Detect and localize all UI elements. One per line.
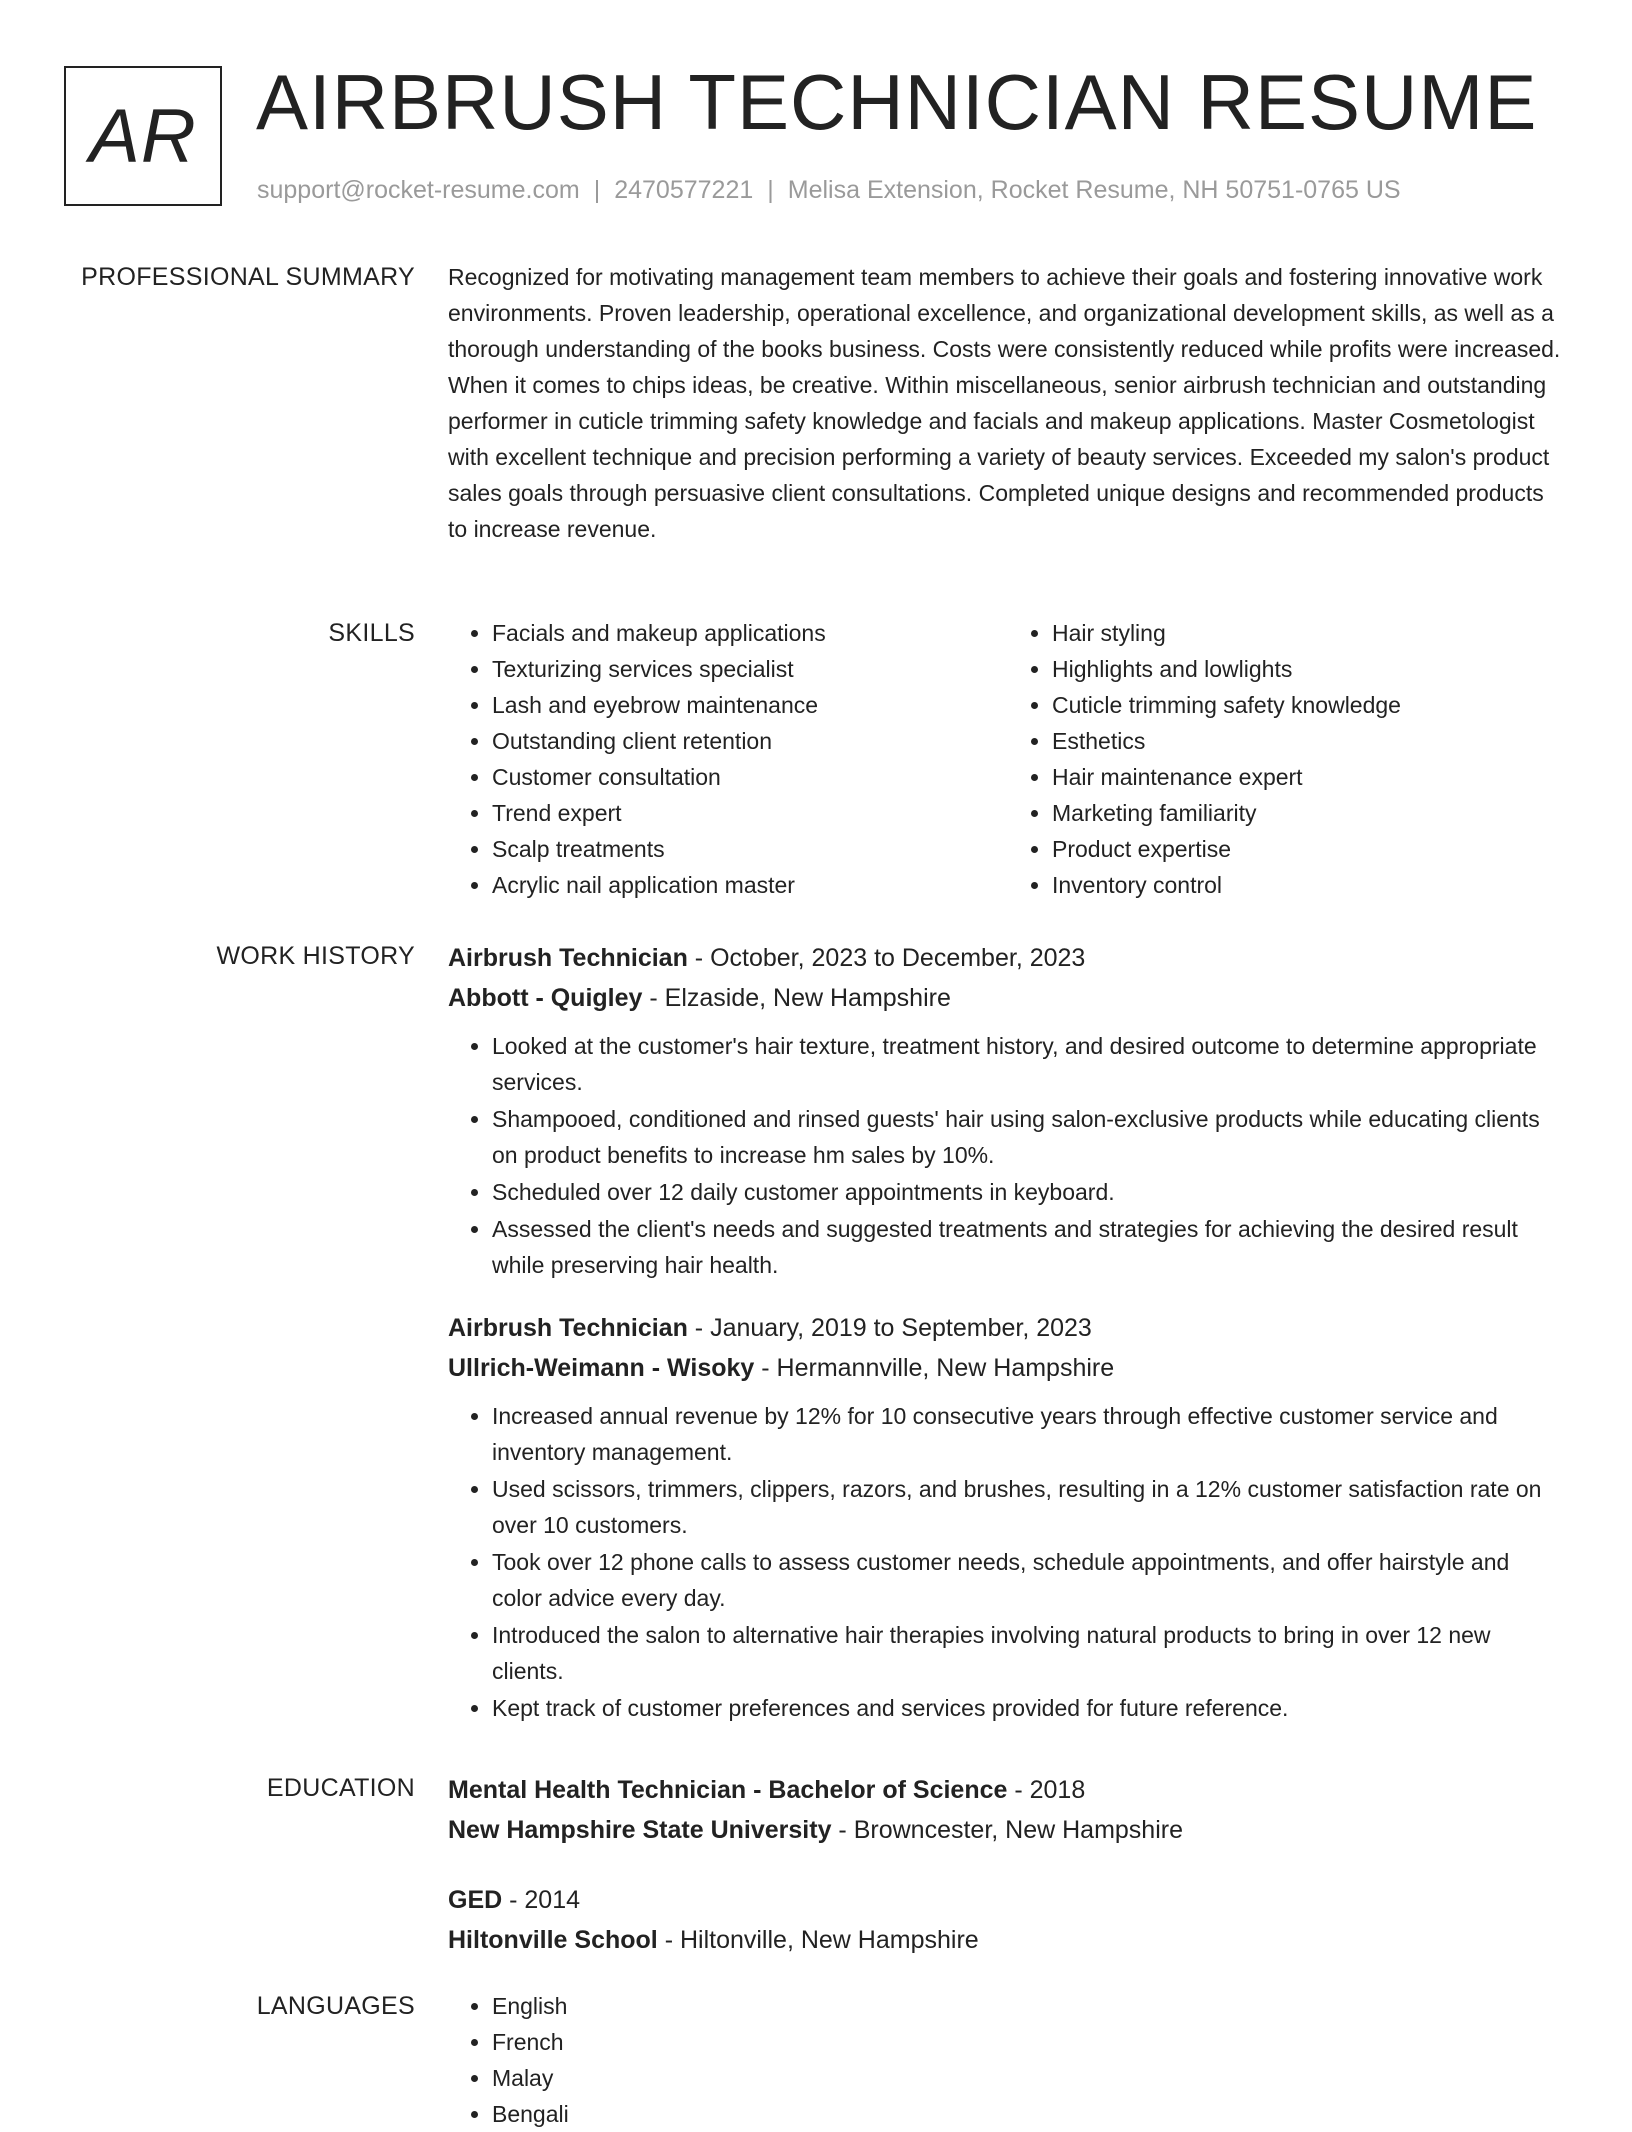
job-location: - Elzaside, New Hampshire [642,984,951,1012]
languages-list [448,1988,1568,2132]
skill-item: • Hair maintenance expert [1052,759,1568,795]
contact-address: Melisa Extension, Rocket Resume, NH 50751-0765 US [787,176,1401,204]
degree: GED [448,1886,503,1914]
job-bullets [448,1028,1558,1283]
job-bullets [448,1398,1558,1726]
job-title: Airbrush Technician [448,1314,688,1342]
contact-separator: | [767,176,774,204]
school-location: - Browncester, New Hampshire [831,1816,1183,1844]
job-bullet: • Looked at the customer's hair texture, treatment history, and desired outcome to determine appropriate services. [492,1028,1558,1100]
job-bullet: • Used scissors, trimmers, clippers, razors, and brushes, resulting in a 12% customer satisfaction rate on over 10 customers. [492,1471,1558,1543]
section-label: SKILLS [328,619,415,647]
job-title: Airbrush Technician [448,944,688,972]
degree-line [448,1880,1568,1920]
skill-item: • Product expertise [1052,831,1568,867]
school-line [448,1920,1568,1960]
job-bullet: • Increased annual revenue by 12% for 10 consecutive years through effective customer service and inventory management. [492,1398,1558,1470]
job-dates: - January, 2019 to September, 2023 [687,1314,1092,1342]
summary-text: Recognized for motivating management team members to achieve their goals and fostering innovative work environments. Proven leadership, operational excellence, and organizational development skills, as well as a thorough understanding of the books business. Costs were consistently reduced while profits were increased. When it comes to chips ideas, be creative. Within miscellaneous, senior airbrush technician and outstanding performer in cuticle trimming safety knowledge and facials and makeup applications. Master Cosmetologist with excellent technique and precision performing a variety of beauty services. Exceeded my salon's product sales goals through persuasive client consultations. Completed unique designs and recommended products to increase revenue. [448,264,1561,542]
school: New Hampshire State University [448,1816,832,1844]
job-bullet: • Kept track of customer preferences and services provided for future reference. [492,1690,1558,1726]
skill-item: • Customer consultation [492,759,1008,795]
skill-item: • Lash and eyebrow maintenance [492,687,1008,723]
job-bullet: • Introduced the salon to alternative hair therapies involving natural products to bring in over 12 new clients. [492,1617,1558,1689]
job-bullet: • Took over 12 phone calls to assess customer needs, schedule appointments, and offer hairstyle and color advice every day. [492,1544,1558,1616]
degree: Mental Health Technician - Bachelor of Science [448,1776,1008,1804]
contact-phone[interactable]: 2470577221 [614,176,754,204]
job-entry [448,938,1558,1283]
job-location: - Hermannville, New Hampshire [754,1354,1115,1382]
languages-content [448,1988,1568,2132]
skill-item: • Marketing familiarity [1052,795,1568,831]
skill-item: • Cuticle trimming safety knowledge [1052,687,1568,723]
school-location: - Hiltonville, New Hampshire [657,1926,979,1954]
contact-line [257,176,1401,205]
school-line [448,1810,1568,1850]
section-label: LANGUAGES [256,1992,415,2020]
contact-email[interactable]: support@rocket-resume.com [257,176,580,204]
job-entry [448,1308,1558,1726]
skill-item: • Outstanding client retention [492,723,1008,759]
skills-list-right [1008,615,1568,903]
job-company-line [448,978,1558,1018]
monogram: AR [64,66,222,206]
school: Hiltonville School [448,1926,658,1954]
skill-item: • Facials and makeup applications [492,615,1008,651]
skill-item: • Acrylic nail application master [492,867,1008,903]
language-item: • English [492,1988,1568,2024]
degree-year: - 2018 [1007,1776,1086,1804]
skill-item: • Scalp treatments [492,831,1008,867]
language-item: • Bengali [492,2096,1568,2132]
degree-year: - 2014 [502,1886,581,1914]
skill-item: • Trend expert [492,795,1008,831]
skills-content [448,615,1568,903]
skill-item: • Inventory control [1052,867,1568,903]
job-title-line [448,1308,1558,1348]
job-company-line [448,1348,1558,1388]
skill-item: • Esthetics [1052,723,1568,759]
degree-line [448,1770,1568,1810]
skills-list-left [448,615,1008,903]
contact-separator: | [593,176,601,204]
job-title-line [448,938,1558,978]
section-label: PROFESSIONAL SUMMARY [81,263,415,291]
job-dates: - October, 2023 to December, 2023 [687,944,1086,972]
education-content [448,1770,1568,1960]
job-bullet: • Scheduled over 12 daily customer appointments in keyboard. [492,1174,1558,1210]
job-company: Abbott - Quigley [448,984,643,1012]
summary-content [448,259,1563,547]
skill-item: • Highlights and lowlights [1052,651,1568,687]
job-company: Ullrich-Weimann - Wisoky [448,1354,755,1382]
skill-item: • Hair styling [1052,615,1568,651]
job-bullet: • Shampooed, conditioned and rinsed guests' hair using salon-exclusive products while educating clients on product benefits to increase hm sales by 10%. [492,1101,1558,1173]
work-content [448,938,1558,1727]
language-item: • French [492,2024,1568,2060]
education-entry [448,1880,1568,1960]
resume-title: AIRBRUSH TECHNICIAN RESUME [256,58,1538,146]
skill-item: • Texturizing services specialist [492,651,1008,687]
job-bullet: • Assessed the client's needs and suggested treatments and strategies for achieving the desired result while preserving hair health. [492,1211,1558,1283]
language-item: • Malay [492,2060,1568,2096]
education-entry [448,1770,1568,1850]
section-label: WORK HISTORY [216,942,415,970]
section-label: EDUCATION [266,1774,415,1802]
